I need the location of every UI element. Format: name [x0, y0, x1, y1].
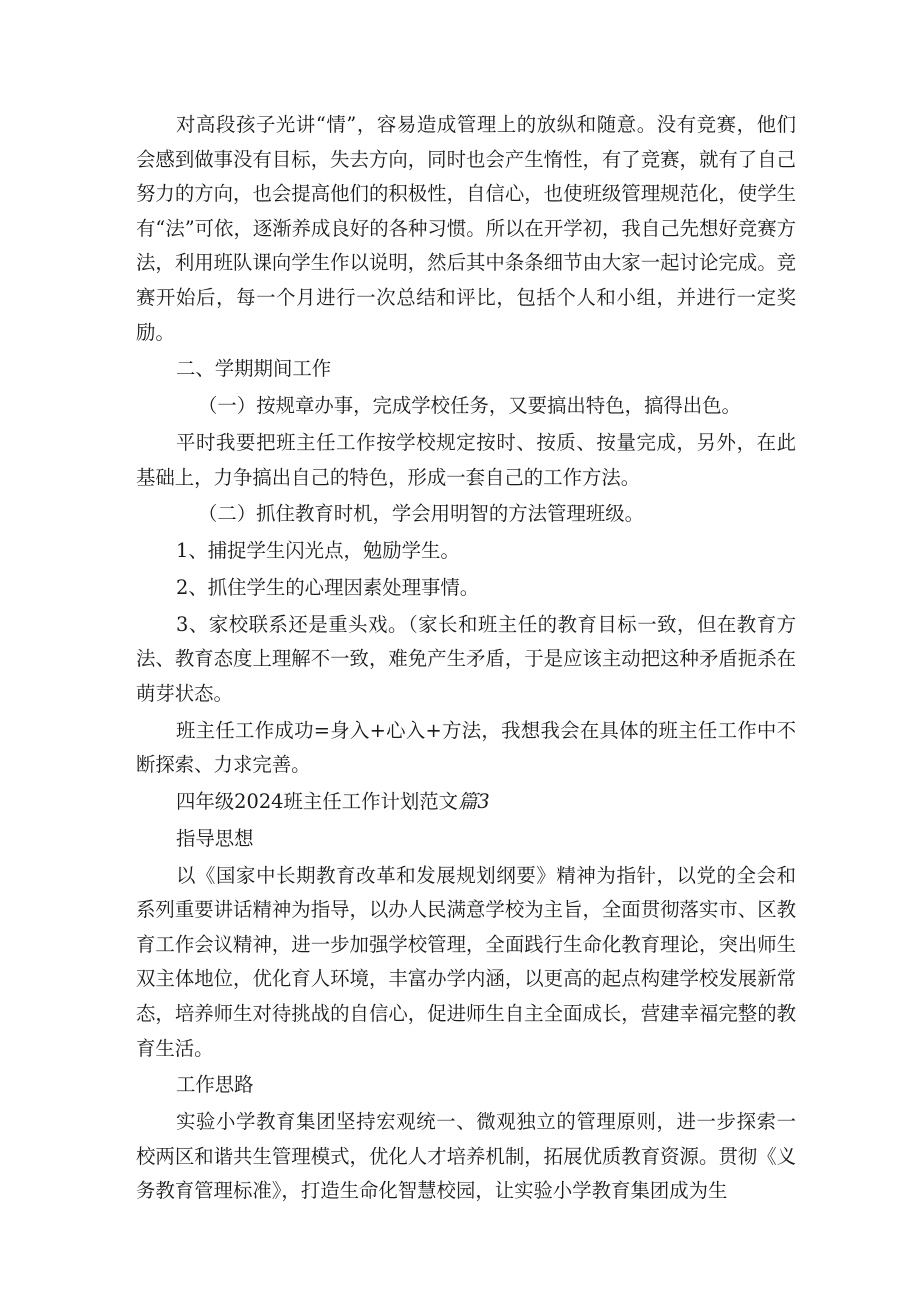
- list-item-1: 1、捕捉学生闪光点，勉励学生。: [176, 539, 460, 563]
- paragraph-routine-work: 平时我要把班主任工作按学校规定按时、按质、按量完成，另外，在此基础上，力争搞出自己的特色，形成一套自己的工作方法。: [136, 430, 796, 489]
- heading-work-approach: 工作思路: [176, 1073, 254, 1097]
- section-heading-semester-work: 二、学期期间工作: [176, 357, 332, 381]
- list-item-3: 3、家校联系还是重头戏。（家长和班主任的教育目标一致，但在教育方法、教育态度上理解不一致，难免产生矛盾，于是应该主动把这种矛盾扼杀在萌芽状态。: [136, 612, 796, 705]
- paragraph-guiding-ideology: 以《国家中长期教育改革和发展规划纲要》精神为指针，以党的全会和系列重要讲话精神为指导，以办人民满意学校为主旨，全面贯彻落实市、区教育工作会议精神，进一步加强学校管理，全面践行生命化教育理论，突出师生双主体地位，优化育人环境，丰富办学内涵，以更高的起点构建学校发展新常态，培养师生对待挑战的自信心，促进师生自主全面成长，营建幸福完整的教育生活。: [136, 863, 796, 1060]
- paragraph-success-formula: 班主任工作成功=身入+心入+方法，我想我会在具体的班主任工作中不断探索、力求完善。: [136, 718, 796, 777]
- list-item-2: 2、抓住学生的心理因素处理事情。: [176, 575, 480, 599]
- paragraph-competition: 对高段孩子光讲“情”，容易造成管理上的放纵和随意。没有竞赛，他们会感到做事没有目标，失去方向，同时也会产生惰性，有了竞赛，就有了自己努力的方向，也会提高他们的积极性，自信心，也使班级管理规范化，使学生有“法”可依，逐渐养成良好的各种习惯。所以在开学初，我自己先想好竞赛方法，利用班队课向学生作以说明，然后其中条条细节由大家一起讨论完成。竞赛开始后，每一个月进行一次总结和评比，包括个人和小组，并进行一定奖励。: [136, 113, 796, 344]
- paragraph-work-approach: 实验小学教育集团坚持宏观统一、微观独立的管理原则，进一步探索一校两区和谐共生管理模式，优化人才培养机制，拓展优质教育资源。贯彻《义务教育管理标准》，打造生命化智慧校园，让实验小学教育集团成为生: [136, 1110, 796, 1203]
- article-title-suffix: 篇3: [458, 789, 490, 813]
- article-title: [136, 785, 796, 820]
- article-title-main: 四年级2024班主任工作计划范文: [176, 789, 459, 813]
- subheading-education-timing: （二）抓住教育时机，学会用明智的方法管理班级。: [198, 502, 644, 526]
- heading-guiding-ideology: 指导思想: [176, 826, 254, 850]
- document-body: [136, 108, 796, 1211]
- subheading-follow-rules: （一）按规章办事，完成学校任务，又要搞出特色，搞得出色。: [198, 394, 741, 418]
